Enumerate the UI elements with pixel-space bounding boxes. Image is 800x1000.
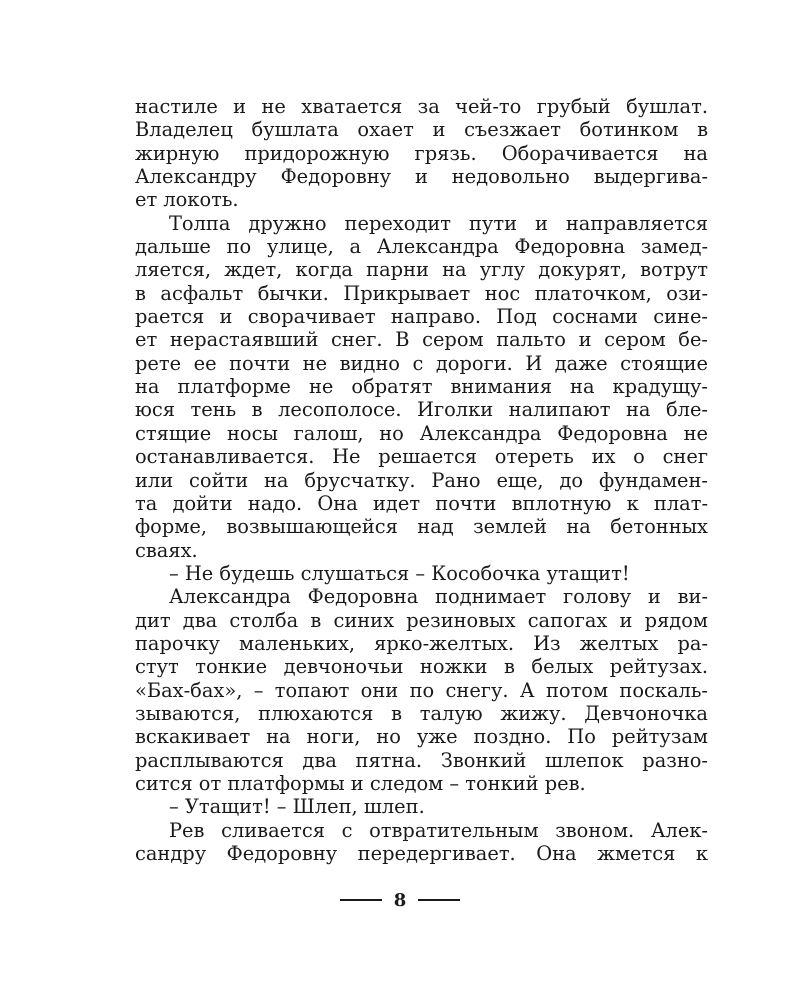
text-line: – Утащит! – Шлеп, шлеп. bbox=[169, 795, 425, 819]
text-line: Толпа дружно переходит пути и направляется bbox=[169, 211, 708, 235]
text-line: Владелец бушлата охает и съезжает ботинком в bbox=[135, 118, 708, 142]
text-line: дит два столба в синих резиновых сапогах и рядом bbox=[135, 608, 708, 632]
text-line: сандру Федоровну передергивает. Она жмется к bbox=[135, 842, 708, 865]
text-line: жирную придорожную грязь. Оборачивается на bbox=[135, 141, 708, 165]
text-line: зываются, плюхаются в талую жижу. Девчоночка bbox=[135, 701, 708, 725]
text-line: или сойти на брусчатку. Рано еще, до фундамен- bbox=[135, 468, 708, 492]
text-line: сваях. bbox=[135, 538, 198, 562]
text-line: «Бах-бах», – топают они по снегу. А потом поскаль- bbox=[135, 678, 708, 702]
text-line: останавливается. Не решается отереть их о снег bbox=[135, 445, 708, 469]
footer-rule-left bbox=[340, 899, 382, 901]
text-line: парочку маленьких, ярко-желтых. Из желтых ра- bbox=[135, 631, 708, 655]
page-number: 8 bbox=[393, 889, 407, 911]
text-line: рете ее почти не видно с дороги. И даже стоящие bbox=[135, 351, 708, 375]
text-line: Александру Федоровну и недовольно выдергива- bbox=[135, 165, 708, 189]
text-line: форме, возвышающейся над землей на бетонных bbox=[135, 515, 708, 539]
text-line: рается и сворачивает направо. Под соснами сине- bbox=[135, 305, 708, 329]
text-line: ет локоть. bbox=[135, 188, 239, 212]
footer-rule-right bbox=[418, 899, 460, 901]
text-line: юся тень в лесополосе. Иголки налипают на бле- bbox=[135, 398, 708, 422]
body-text bbox=[135, 95, 708, 865]
text-line: сится от платформы и следом – тонкий рев. bbox=[135, 771, 586, 795]
text-line: Александра Федоровна поднимает голову и ви- bbox=[169, 585, 708, 609]
text-line: ляется, ждет, когда парни на углу докурят, вотрут bbox=[135, 258, 708, 282]
text-line: та дойти надо. Она идет почти вплотную к плат- bbox=[135, 491, 708, 515]
text-line: дальше по улице, а Александра Федоровна замед- bbox=[135, 235, 708, 259]
text-line: ет нерастаявший снег. В сером пальто и сером бе- bbox=[135, 328, 708, 352]
text-line: настиле и не хватается за чей-то грубый бушлат. bbox=[135, 95, 708, 118]
text-line: на платформе не обратят внимания на крадущу- bbox=[135, 375, 708, 399]
page-footer bbox=[0, 885, 800, 915]
text-line: вскакивает на ноги, но уже поздно. По рейтузам bbox=[135, 725, 708, 749]
text-line: Рев сливается с отвратительным звоном. Алек- bbox=[169, 818, 708, 842]
text-line: стящие носы галош, но Александра Федоровна не bbox=[135, 421, 708, 445]
text-line: стут тонкие девчоночьи ножки в белых рейтузах. bbox=[135, 655, 708, 679]
text-line: расплываются два пятна. Звонкий шлепок разно- bbox=[135, 748, 708, 772]
text-line: в асфальт бычки. Прикрывает нос платочком, ози- bbox=[135, 281, 708, 305]
text-line: – Не будешь слушаться – Кособочка утащит! bbox=[169, 561, 630, 585]
